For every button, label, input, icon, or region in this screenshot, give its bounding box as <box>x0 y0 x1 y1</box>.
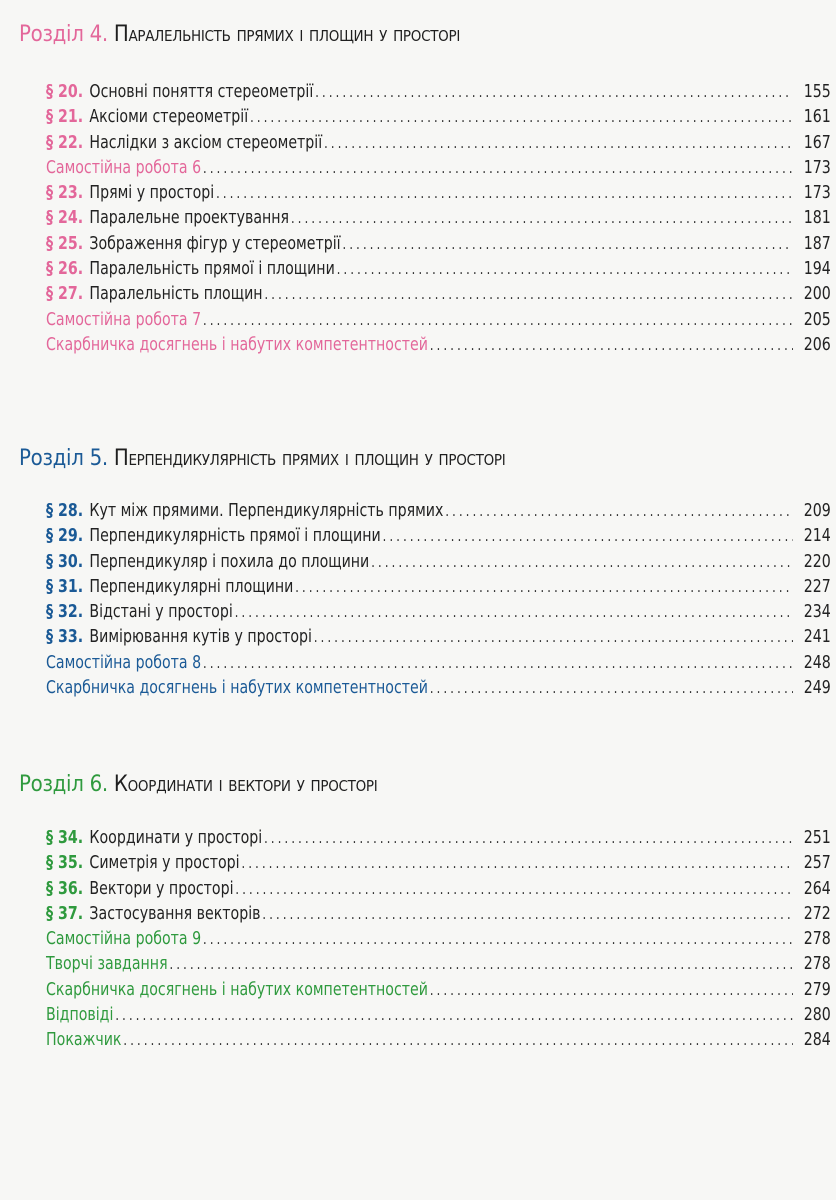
section-number: § 24. <box>46 208 84 229</box>
dot-leader <box>169 952 793 977</box>
page-number: 257 <box>803 853 831 874</box>
page-number: 214 <box>803 526 831 547</box>
section-title: Симетрія у просторі <box>89 853 240 874</box>
toc-entry[interactable] <box>46 600 831 625</box>
dot-leader <box>235 600 793 625</box>
dot-leader <box>371 550 793 575</box>
dot-leader <box>203 927 793 952</box>
section-number: § 22. <box>46 132 84 153</box>
dot-leader <box>216 181 793 206</box>
section-number: § 21. <box>46 107 84 128</box>
page-number: 284 <box>803 1030 831 1051</box>
toc-entry[interactable] <box>46 524 831 549</box>
section-title: Основні поняття стереометрії <box>89 82 314 102</box>
page-number: 200 <box>803 284 831 305</box>
section-title: Перпендикуляр і похила до площини <box>89 551 370 572</box>
page-number: 248 <box>803 652 831 673</box>
dot-leader <box>264 282 793 307</box>
page-number: 181 <box>803 208 831 229</box>
page-number: 206 <box>803 334 831 355</box>
dot-leader <box>445 499 793 524</box>
toc-entry-self-work[interactable] <box>46 651 831 676</box>
section-number: § 23. <box>46 183 84 204</box>
chapter-heading <box>19 21 460 49</box>
section-number: § 31. <box>46 576 84 597</box>
toc-entry[interactable] <box>46 575 831 600</box>
section-title: Самостійна робота 9 <box>46 929 202 950</box>
page-number: 251 <box>803 828 831 848</box>
section-title: Самостійна робота 8 <box>46 652 202 673</box>
section-title: Перпендикулярність прямої і площини <box>89 526 381 547</box>
toc-entry[interactable] <box>46 550 831 575</box>
chapter-label: Розділ 5. <box>19 446 108 471</box>
dot-leader <box>262 902 793 927</box>
section-title: Прямі у просторі <box>89 183 215 204</box>
section-title: Творчі завдання <box>46 954 168 975</box>
section-number: § 26. <box>46 259 84 280</box>
section-number: § 37. <box>46 903 84 924</box>
dot-leader <box>123 1028 793 1053</box>
section-title: Зображення фігур у стереометрії <box>89 233 341 254</box>
toc-entry[interactable] <box>46 877 831 902</box>
toc-entry-self-work[interactable] <box>46 156 831 181</box>
section-number: § 30. <box>46 551 84 572</box>
section-number: § 36. <box>46 878 84 899</box>
page-number: 272 <box>803 903 831 924</box>
page-number: 220 <box>803 551 831 572</box>
toc-entry[interactable] <box>46 105 831 130</box>
toc-entry[interactable] <box>46 851 831 876</box>
dot-leader <box>315 80 793 105</box>
toc-entry[interactable] <box>46 131 831 156</box>
section-title: Скарбничка досягнень і набутих компетентностей <box>46 678 428 699</box>
dot-leader <box>430 333 793 358</box>
toc-entry[interactable] <box>46 499 831 524</box>
section-number: § 28. <box>46 501 84 521</box>
toc-list <box>46 499 830 701</box>
toc-entry-self-work[interactable] <box>46 927 831 952</box>
dot-leader <box>203 308 793 333</box>
toc-entry-achievements[interactable] <box>46 978 831 1003</box>
section-title: Наслідки з аксіом стереометрії <box>89 132 323 153</box>
dot-leader <box>264 826 793 851</box>
dot-leader <box>115 1003 793 1028</box>
dot-leader <box>203 651 793 676</box>
page-number: 279 <box>803 979 831 1000</box>
section-title: Кут між прямими. Перпендикулярність прямих <box>89 501 444 521</box>
page-number: 209 <box>803 501 831 521</box>
section-title: Аксіоми стереометрії <box>89 107 249 128</box>
toc-entry[interactable] <box>46 257 831 282</box>
toc-entry[interactable] <box>46 181 831 206</box>
page-number: 155 <box>803 82 831 102</box>
toc-entry[interactable] <box>46 625 831 650</box>
dot-leader <box>235 877 793 902</box>
section-title: Самостійна робота 6 <box>46 157 202 178</box>
dot-leader <box>291 206 793 231</box>
section-title: Застосування векторів <box>89 903 261 924</box>
toc-entry[interactable] <box>46 282 831 307</box>
section-title: Відповіді <box>46 1005 114 1026</box>
toc-list <box>46 80 830 358</box>
section-title: Скарбничка досягнень і набутих компетентностей <box>46 979 428 1000</box>
section-title: Перпендикулярні площини <box>89 576 294 597</box>
section-title: Відстані у просторі <box>89 602 233 623</box>
page-number: 241 <box>803 627 831 648</box>
dot-leader <box>342 232 793 257</box>
page-number: 173 <box>803 183 831 204</box>
page-number: 173 <box>803 157 831 178</box>
section-number: § 27. <box>46 284 84 305</box>
page-number: 278 <box>803 954 831 975</box>
toc-entry-self-work[interactable] <box>46 308 831 333</box>
chapter-heading <box>19 445 505 473</box>
chapter-label: Розділ 4. <box>19 22 108 47</box>
section-number: § 34. <box>46 828 84 848</box>
page-number: 264 <box>803 878 831 899</box>
chapter-title: Координати і вектори у просторі <box>113 772 378 797</box>
toc-entry[interactable] <box>46 206 831 231</box>
toc-entry[interactable] <box>46 80 831 105</box>
dot-leader <box>430 676 793 701</box>
page-number: 167 <box>803 132 831 153</box>
chapter-title: Перпендикулярність прямих і площин у просторі <box>113 446 506 471</box>
page-number: 194 <box>803 259 831 280</box>
chapter-title: Паралельність прямих і площин у просторі <box>113 22 460 47</box>
page-number: 227 <box>803 576 831 597</box>
section-number: § 33. <box>46 627 84 648</box>
dot-leader <box>203 156 793 181</box>
section-title: Паралельність прямої і площини <box>89 259 335 280</box>
section-title: Паралельність площин <box>89 284 263 305</box>
page-number: 234 <box>803 602 831 623</box>
page-number: 205 <box>803 309 831 330</box>
section-title: Вимірювання кутів у просторі <box>89 627 312 648</box>
section-title: Самостійна робота 7 <box>46 309 202 330</box>
dot-leader <box>250 105 793 130</box>
page-number: 187 <box>803 233 831 254</box>
dot-leader <box>295 575 793 600</box>
dot-leader <box>324 131 793 156</box>
page-number: 280 <box>803 1005 831 1026</box>
section-title: Паралельне проектування <box>89 208 290 229</box>
chapter-heading <box>19 771 377 799</box>
toc-entry-index[interactable] <box>46 1028 831 1053</box>
toc-entry[interactable] <box>46 902 831 927</box>
toc-entry-achievements[interactable] <box>46 676 831 701</box>
section-title: Координати у просторі <box>89 828 263 848</box>
section-number: § 32. <box>46 602 84 623</box>
toc-entry-answers[interactable] <box>46 1003 831 1028</box>
dot-leader <box>241 851 793 876</box>
dot-leader <box>314 625 793 650</box>
section-number: § 20. <box>46 82 84 102</box>
page-number: 161 <box>803 107 831 128</box>
dot-leader <box>383 524 793 549</box>
chapter-label: Розділ 6. <box>19 772 108 797</box>
section-title: Вектори у просторі <box>89 878 234 899</box>
dot-leader <box>337 257 793 282</box>
page-number: 249 <box>803 678 831 699</box>
page-number: 278 <box>803 929 831 950</box>
toc-entry[interactable] <box>46 826 831 851</box>
section-number: § 25. <box>46 233 84 254</box>
toc-entry-creative-tasks[interactable] <box>46 952 831 977</box>
section-number: § 29. <box>46 526 84 547</box>
section-title: Покажчик <box>46 1030 122 1051</box>
toc-entry-achievements[interactable] <box>46 333 831 358</box>
section-title: Скарбничка досягнень і набутих компетентностей <box>46 334 428 355</box>
toc-entry[interactable] <box>46 232 831 257</box>
dot-leader <box>430 978 793 1003</box>
toc-list <box>46 826 830 1054</box>
section-number: § 35. <box>46 853 84 874</box>
